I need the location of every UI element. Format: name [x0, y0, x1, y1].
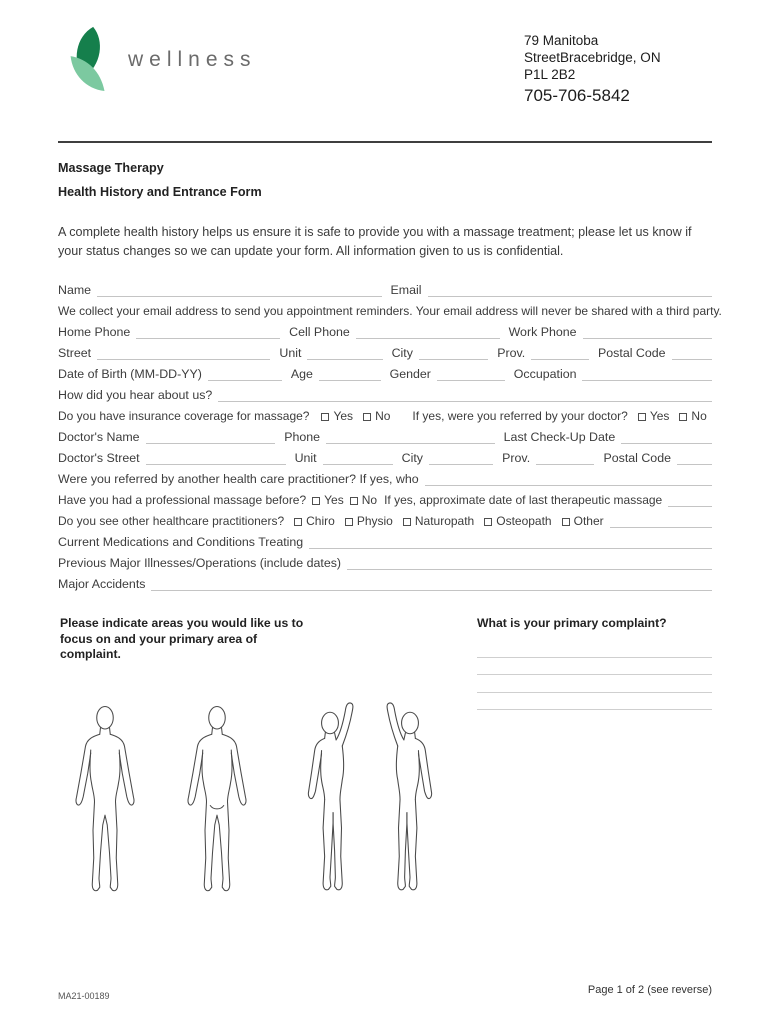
naturopath-checkbox[interactable]	[403, 518, 411, 526]
row-insurance	[58, 407, 712, 423]
intro-paragraph: A complete health history helps us ensure it is safe to provide you with a massage treatment; please let us know if your status changes so we can update your form. All information given to us is confidential.	[58, 225, 692, 258]
illnesses-input-line[interactable]	[347, 557, 712, 570]
referred-other-input-line[interactable]	[425, 473, 712, 486]
focus-instruction: Please indicate areas you would like us to focus on and your primary area of complaint.	[60, 616, 304, 661]
cell-phone-input-line[interactable]	[356, 326, 500, 339]
massage-before-no-label: No	[361, 492, 378, 507]
city-label: City	[391, 345, 413, 360]
osteopath-checkbox[interactable]	[484, 518, 492, 526]
prov-input-line[interactable]	[531, 347, 589, 360]
doctor-phone-label: Phone	[284, 429, 321, 444]
row-dob	[58, 365, 712, 381]
osteopath-label: Osteopath	[496, 513, 552, 528]
doctor-unit-label: Unit	[294, 450, 317, 465]
primary-complaint-lines	[477, 640, 712, 710]
massage-before-followup: If yes, approximate date of last therapeutic massage	[384, 492, 663, 507]
insurance-no-checkbox[interactable]	[363, 413, 371, 421]
medications-input-line[interactable]	[309, 536, 712, 549]
city-input-line[interactable]	[419, 347, 488, 360]
practitioners-question: Do you see other healthcare practitioners?	[58, 513, 285, 528]
work-phone-input-line[interactable]	[583, 326, 712, 339]
street-input-line[interactable]	[97, 347, 270, 360]
gender-input-line[interactable]	[437, 368, 505, 381]
logo-leaf-icon	[58, 24, 120, 96]
body-figure-back[interactable]	[172, 705, 262, 930]
massage-before-no-checkbox[interactable]	[350, 497, 358, 505]
complaint-line-4[interactable]	[477, 693, 712, 711]
body-figure-side-left[interactable]	[284, 700, 376, 930]
row-accidents	[58, 575, 712, 591]
doctor-city-input-line[interactable]	[429, 452, 493, 465]
occupation-input-line[interactable]	[582, 368, 712, 381]
row-hear-about	[58, 386, 712, 402]
clinic-phone: 705-706-5842	[524, 86, 630, 105]
logo-wordmark: wellness	[128, 48, 257, 71]
doctor-prov-input-line[interactable]	[536, 452, 594, 465]
gender-label: Gender	[389, 366, 431, 381]
form-fields	[58, 281, 722, 596]
complaint-line-3[interactable]	[477, 675, 712, 693]
referred-doctor-yes-checkbox[interactable]	[638, 413, 646, 421]
body-figure-side-right[interactable]	[364, 700, 456, 930]
logo	[58, 24, 257, 96]
street-label: Street	[58, 345, 92, 360]
form-titles	[58, 161, 262, 199]
postal-code-label: Postal Code	[598, 345, 666, 360]
other-checkbox[interactable]	[562, 518, 570, 526]
doctor-city-label: City	[401, 450, 423, 465]
cell-phone-label: Cell Phone	[289, 324, 350, 339]
name-input-line[interactable]	[97, 284, 381, 297]
prov-label: Prov.	[497, 345, 526, 360]
row-name-email	[58, 281, 712, 297]
referred-doctor-question: If yes, were you referred by your doctor?	[412, 408, 628, 423]
row-address	[58, 344, 712, 360]
doctor-postal-code-label: Postal Code	[603, 450, 671, 465]
referred-doctor-no-label: No	[691, 408, 707, 423]
clinic-address-block	[524, 32, 661, 106]
age-label: Age	[290, 366, 313, 381]
accidents-label: Major Accidents	[58, 576, 146, 591]
name-label: Name	[58, 282, 92, 297]
physio-label: Physio	[356, 513, 393, 528]
doctors-street-input-line[interactable]	[146, 452, 286, 465]
unit-label: Unit	[279, 345, 302, 360]
row-medications	[58, 533, 712, 549]
row-illnesses	[58, 554, 712, 570]
email-input-line[interactable]	[428, 284, 712, 297]
last-checkup-label: Last Check-Up Date	[503, 429, 616, 444]
chiro-label: Chiro	[306, 513, 335, 528]
doctor-phone-input-line[interactable]	[326, 431, 495, 444]
doctor-postal-code-input-line[interactable]	[677, 452, 712, 465]
email-note: We collect your email address to send you appointment reminders. Your email address will never be shared with a third party.	[58, 303, 722, 318]
doctor-prov-label: Prov.	[502, 450, 531, 465]
accidents-input-line[interactable]	[151, 578, 712, 591]
age-input-line[interactable]	[319, 368, 381, 381]
home-phone-input-line[interactable]	[136, 326, 280, 339]
doctors-street-label: Doctor's Street	[58, 450, 140, 465]
complaint-line-1[interactable]	[477, 640, 712, 658]
illnesses-label: Previous Major Illnesses/Operations (include dates)	[58, 555, 342, 570]
physio-checkbox[interactable]	[345, 518, 353, 526]
referred-doctor-no-checkbox[interactable]	[679, 413, 687, 421]
referred-other-question: Were you referred by another health care practitioner? If yes, who	[58, 471, 419, 486]
insurance-yes-checkbox[interactable]	[321, 413, 329, 421]
unit-input-line[interactable]	[307, 347, 382, 360]
medications-label: Current Medications and Conditions Treating	[58, 534, 304, 549]
massage-before-yes-label: Yes	[324, 492, 344, 507]
last-checkup-input-line[interactable]	[621, 431, 712, 444]
row-phones	[58, 323, 712, 339]
home-phone-label: Home Phone	[58, 324, 131, 339]
row-doctor	[58, 428, 712, 444]
doctor-unit-input-line[interactable]	[323, 452, 393, 465]
page-indicator: Page 1 of 2 (see reverse)	[587, 984, 712, 996]
document-id: MA21-00189	[58, 991, 110, 1001]
naturopath-label: Naturopath	[414, 513, 475, 528]
row-referred-other	[58, 470, 712, 486]
dob-input-line[interactable]	[208, 368, 282, 381]
address-line-3: P1L 2B2	[524, 67, 576, 82]
body-figure-front[interactable]	[60, 705, 150, 930]
insurance-question: Do you have insurance coverage for massage?	[58, 408, 310, 423]
hear-about-input-line[interactable]	[218, 389, 712, 402]
row-practitioners	[58, 512, 712, 528]
referred-doctor-yes-label: Yes	[649, 408, 670, 423]
complaint-line-2[interactable]	[477, 658, 712, 676]
row-doctor-address	[58, 449, 712, 465]
postal-code-input-line[interactable]	[672, 347, 712, 360]
row-email-note	[58, 302, 722, 318]
chiro-checkbox[interactable]	[294, 518, 302, 526]
hear-about-label: How did you hear about us?	[58, 387, 213, 402]
header-divider	[58, 141, 712, 143]
work-phone-label: Work Phone	[508, 324, 577, 339]
other-label: Other	[573, 513, 604, 528]
insurance-yes-label: Yes	[333, 408, 354, 423]
dob-label: Date of Birth (MM-DD-YY)	[58, 366, 202, 381]
body-diagrams	[60, 700, 456, 930]
massage-before-question: Have you had a professional massage before?	[58, 492, 307, 507]
form-title-line2: Health History and Entrance Form	[58, 185, 262, 199]
doctors-name-input-line[interactable]	[146, 431, 276, 444]
insurance-no-label: No	[375, 408, 391, 423]
primary-complaint-question: What is your primary complaint?	[477, 616, 667, 630]
doctors-name-label: Doctor's Name	[58, 429, 140, 444]
email-label: Email	[390, 282, 422, 297]
massage-before-yes-checkbox[interactable]	[312, 497, 320, 505]
form-title-line1: Massage Therapy	[58, 161, 164, 175]
occupation-label: Occupation	[513, 366, 577, 381]
row-massage-before	[58, 491, 712, 507]
address-line-1: 79 Manitoba	[524, 33, 599, 48]
last-massage-date-input-line[interactable]	[668, 494, 712, 507]
address-line-2: StreetBracebridge, ON	[524, 50, 661, 65]
other-practitioner-input-line[interactable]	[610, 515, 712, 528]
